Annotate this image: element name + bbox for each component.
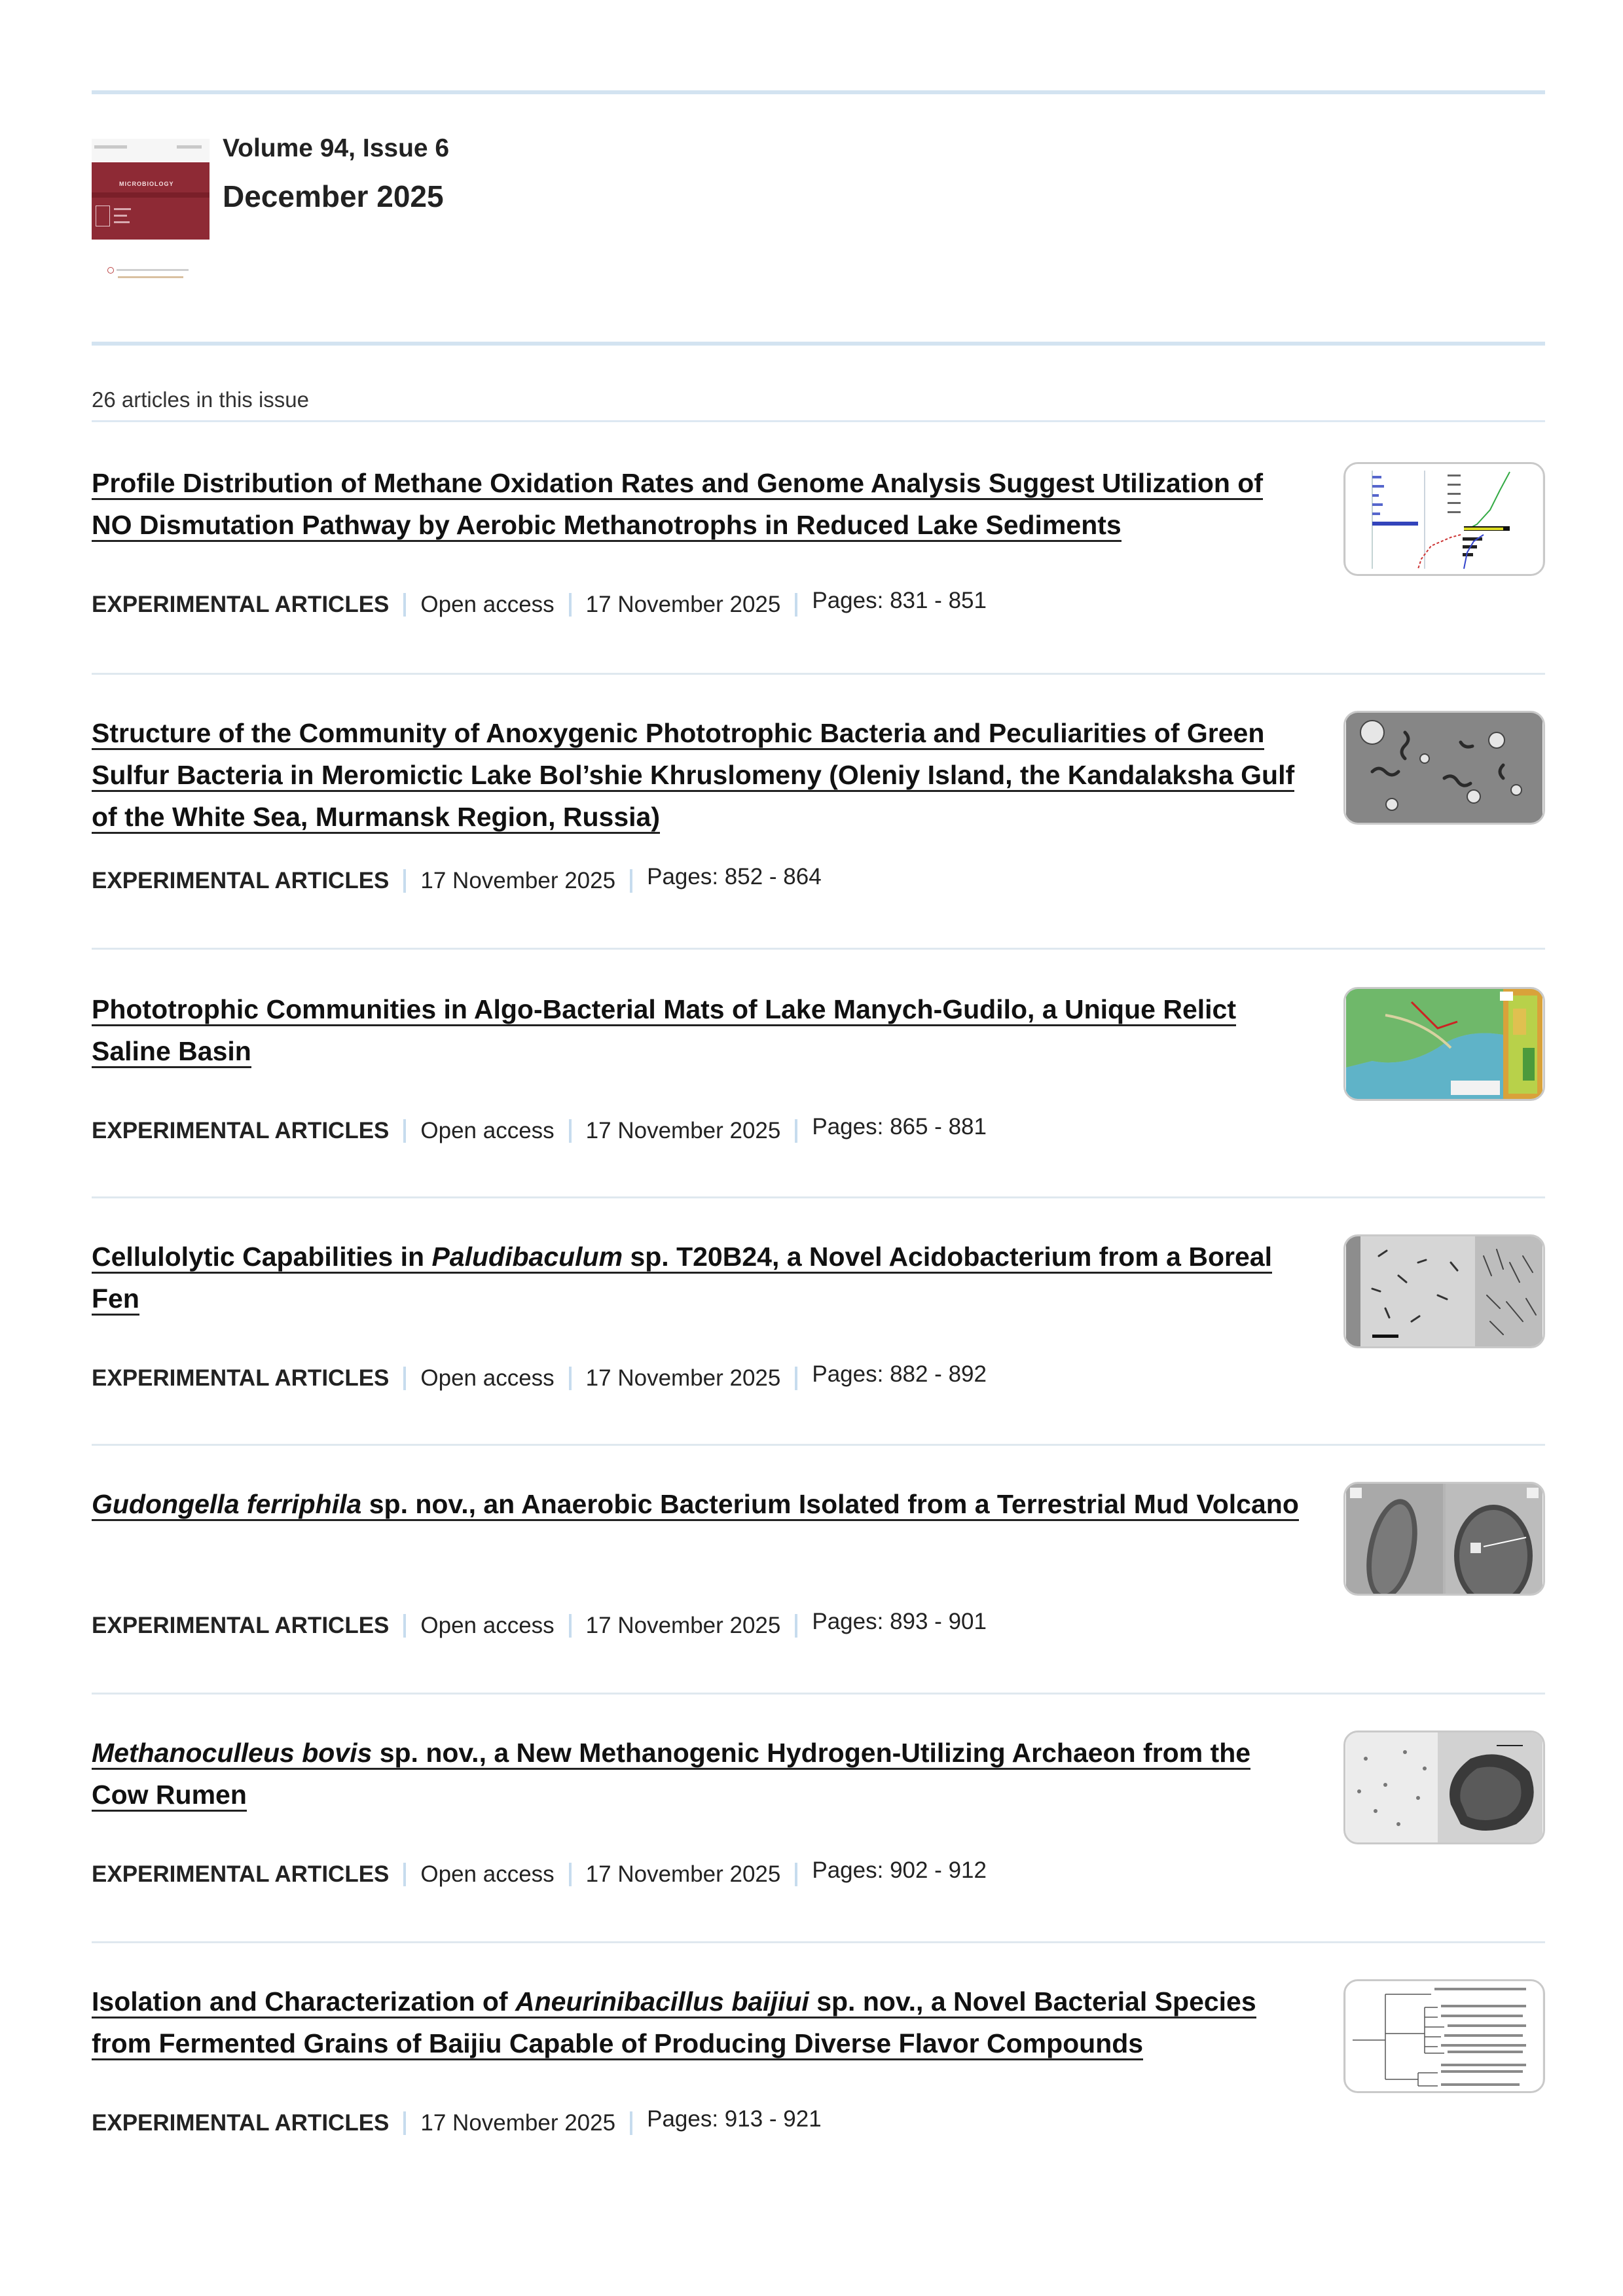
- meta-separator: [569, 1367, 572, 1390]
- article-pages: Pages: 882 - 892: [812, 1361, 987, 1387]
- meta-separator: [569, 1614, 572, 1638]
- top-divider: [92, 90, 1545, 94]
- list-top-divider: [92, 420, 1545, 422]
- meta-separator: [569, 1863, 572, 1886]
- meta-separator: [795, 593, 797, 617]
- article-date: 17 November 2025: [585, 1365, 781, 1391]
- article-title-link[interactable]: [92, 1483, 1309, 1525]
- issue-date: December 2025: [223, 179, 444, 213]
- article-pages: Pages: 902 - 912: [812, 1857, 987, 1883]
- article-title-text[interactable]: [92, 1489, 1299, 1521]
- article-title-link[interactable]: [92, 712, 1309, 838]
- meta-separator: [795, 1614, 797, 1638]
- map-image-thumbnail: [1345, 989, 1543, 1099]
- article-title-link[interactable]: [92, 1981, 1309, 2064]
- meta-separator: [795, 1119, 797, 1143]
- open-access-label: Open access: [420, 1613, 555, 1638]
- article-date: 17 November 2025: [585, 1861, 781, 1887]
- article-date: 17 November 2025: [420, 2110, 616, 2136]
- header-divider: [92, 342, 1545, 346]
- meta-separator: [630, 2111, 632, 2135]
- micrograph-gray-thumbnail: [1345, 713, 1543, 823]
- article-meta: [92, 1857, 987, 1888]
- meta-separator: [403, 1863, 406, 1886]
- article-meta: [92, 864, 822, 894]
- article-title-text[interactable]: [92, 1986, 1256, 2060]
- article-type: EXPERIMENTAL ARTICLES: [92, 1365, 390, 1391]
- title-segment[interactable]: Cellulolytic Capabilities in: [92, 1242, 432, 1272]
- title-segment[interactable]: Isolation and Characterization of: [92, 1986, 515, 2017]
- article-thumbnail[interactable]: [1343, 1482, 1545, 1596]
- article-date: 17 November 2025: [585, 1613, 781, 1638]
- meta-separator: [403, 1614, 406, 1638]
- article-date: 17 November 2025: [420, 868, 616, 893]
- article-date: 17 November 2025: [585, 592, 781, 617]
- article-divider: [92, 1196, 1545, 1198]
- cover-panel: [92, 162, 210, 240]
- article-meta: [92, 1609, 987, 1639]
- article-type: EXPERIMENTAL ARTICLES: [92, 868, 390, 893]
- open-access-label: Open access: [420, 1118, 555, 1143]
- article-divider: [92, 1444, 1545, 1446]
- article-date: 17 November 2025: [585, 1118, 781, 1143]
- journal-cover-image[interactable]: [92, 139, 210, 288]
- article-title-link[interactable]: [92, 1236, 1309, 1319]
- meta-separator: [795, 1367, 797, 1390]
- article-title-link[interactable]: [92, 988, 1309, 1072]
- meta-separator: [403, 2111, 406, 2135]
- article-type: EXPERIMENTAL ARTICLES: [92, 2110, 390, 2136]
- article-pages: Pages: 831 - 851: [812, 588, 987, 613]
- meta-separator: [403, 1367, 406, 1390]
- title-segment[interactable]: sp. nov., a Novel Bacterial Species from Fermented Grains of Baijiu Capable of Producing Diverse Flavor Compounds: [92, 1986, 1256, 2058]
- cover-header: [92, 139, 210, 161]
- article-thumbnail[interactable]: [1343, 711, 1545, 825]
- meta-separator: [795, 1863, 797, 1886]
- article-meta: [92, 1114, 987, 1144]
- article-divider: [92, 673, 1545, 675]
- articles-count: 26 articles in this issue: [92, 387, 309, 412]
- cover-title: MICROBIOLOGY: [119, 181, 174, 187]
- article-title-link[interactable]: [92, 462, 1309, 546]
- title-species-italic[interactable]: Gudongella ferriphila: [92, 1489, 362, 1519]
- article-pages: Pages: 865 - 881: [812, 1114, 987, 1139]
- article-thumbnail[interactable]: [1343, 462, 1545, 576]
- meta-separator: [403, 593, 406, 617]
- article-title-text[interactable]: Structure of the Community of Anoxygenic Phototrophic Bacteria and Peculiarities of Green Sulfur Bacteria in Meromictic Lake Bol’shie Khruslomeny (Oleniy Island, the Kandalaksha Gulf of the White Sea, Murmansk Region, Russia): [92, 718, 1294, 834]
- article-title-text[interactable]: Phototrophic Communities in Algo-Bacterial Mats of Lake Manych-Gudilo, a Unique Relict Saline Basin: [92, 994, 1236, 1068]
- title-segment[interactable]: sp. nov., a New Methanogenic Hydrogen-Utilizing Archaeon from the Cow Rumen: [92, 1738, 1251, 1810]
- article-meta: [92, 588, 987, 618]
- title-species-italic[interactable]: Aneurinibacillus baijiui: [515, 1986, 809, 2017]
- electron-micrograph-thumbnail: [1345, 1484, 1543, 1594]
- article-meta: [92, 2106, 822, 2136]
- title-species-italic[interactable]: Paludibaculum: [431, 1242, 623, 1272]
- article-title-text[interactable]: [92, 1242, 1272, 1316]
- micrograph-light-thumbnail: [1345, 1732, 1543, 1842]
- article-title-link[interactable]: [92, 1732, 1309, 1816]
- phylogenetic-tree-thumbnail: [1345, 1981, 1543, 2091]
- cover-publisher-logo: [92, 263, 210, 283]
- meta-separator: [403, 1119, 406, 1143]
- article-pages: Pages: 852 - 864: [647, 864, 822, 889]
- article-divider: [92, 1693, 1545, 1695]
- article-type: EXPERIMENTAL ARTICLES: [92, 1861, 390, 1887]
- article-divider: [92, 1941, 1545, 1943]
- article-thumbnail[interactable]: [1343, 1979, 1545, 2093]
- title-segment[interactable]: sp. nov., an Anaerobic Bacterium Isolated from a Terrestrial Mud Volcano: [361, 1489, 1299, 1519]
- article-thumbnail[interactable]: [1343, 987, 1545, 1101]
- meta-separator: [403, 869, 406, 893]
- article-pages: Pages: 913 - 921: [647, 2106, 822, 2132]
- open-access-label: Open access: [420, 1365, 555, 1391]
- article-divider: [92, 948, 1545, 950]
- article-type: EXPERIMENTAL ARTICLES: [92, 1613, 390, 1638]
- article-title-text[interactable]: [92, 1738, 1250, 1812]
- article-pages: Pages: 893 - 901: [812, 1609, 987, 1634]
- article-thumbnail[interactable]: [1343, 1234, 1545, 1348]
- title-species-italic[interactable]: Methanoculleus bovis: [92, 1738, 373, 1768]
- issue-volume: Volume 94, Issue 6: [223, 134, 450, 162]
- micrograph-panels-thumbnail: [1345, 1236, 1543, 1346]
- article-title-text[interactable]: Profile Distribution of Methane Oxidation Rates and Genome Analysis Suggest Utilization of NO Dismutation Pathway by Aerobic Methanotrophs in Reduced Lake Sediments: [92, 468, 1263, 542]
- article-type: EXPERIMENTAL ARTICLES: [92, 592, 390, 617]
- article-meta: [92, 1361, 987, 1391]
- title-segment[interactable]: sp. T20B24, a Novel Acidobacterium from a Boreal Fen: [92, 1242, 1272, 1314]
- open-access-label: Open access: [420, 592, 555, 617]
- meta-separator: [569, 593, 572, 617]
- depth-profile-chart-thumbnail: [1345, 464, 1543, 574]
- article-type: EXPERIMENTAL ARTICLES: [92, 1118, 390, 1143]
- meta-separator: [630, 869, 632, 893]
- meta-separator: [569, 1119, 572, 1143]
- article-thumbnail[interactable]: [1343, 1731, 1545, 1844]
- open-access-label: Open access: [420, 1861, 555, 1887]
